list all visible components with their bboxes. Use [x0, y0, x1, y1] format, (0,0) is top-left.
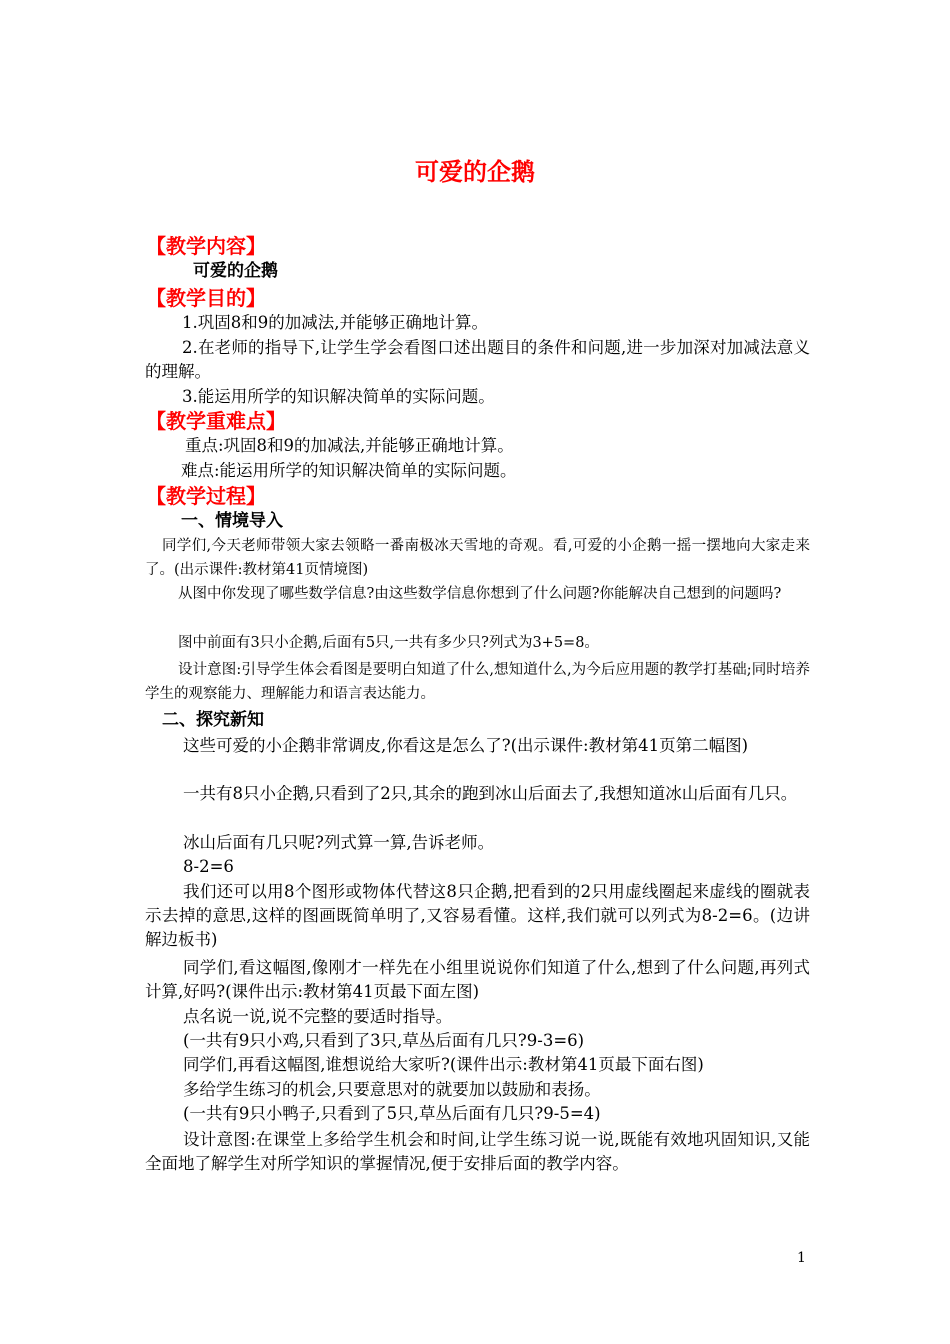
- part2-paragraph-11: (一共有9只小鸭子,只看到了5只,草丛后面有几只?9-5=4): [183, 1104, 601, 1123]
- part1-paragraph-4: 设计意图:引导学生体会看图是要明白知道了什么,想知道什么,为今后应用题的教学打基础;同时培养学生的观察能力、理解能力和语言表达能力。: [145, 662, 810, 702]
- key-difficulty: 难点:能运用所学的知识解决简单的实际问题。: [181, 461, 517, 480]
- part2-title: 二、探究新知: [162, 710, 264, 730]
- part2-paragraph-12: 设计意图:在课堂上多给学生机会和时间,让学生练习说一说,既能有效地巩固知识,又能全面地了解学生对所学知识的掌握情况,便于安排后面的教学内容。: [145, 1130, 810, 1173]
- heading-teaching-goals: 【教学目的】: [146, 286, 266, 310]
- part2-paragraph-8: (一共有9只小鸡,只看到了3只,草丛后面有几只?9-3=6): [183, 1031, 585, 1050]
- part2-paragraph-5: 我们还可以用8个图形或物体代替这8只企鹅,把看到的2只用虚线圈起来虚线的圈就表示去掉的意思,这样的图画既简单明了,又容易看懂。这样,我们就可以列式为8-2=6。(边讲解边板书): [145, 882, 810, 949]
- key-focus: 重点:巩固8和9的加减法,并能够正确地计算。: [185, 436, 514, 455]
- teaching-content-text: 可爱的企鹅: [193, 261, 278, 281]
- page-title: 可爱的企鹅: [415, 158, 535, 186]
- part2-paragraph-10: 多给学生练习的机会,只要意思对的就要加以鼓励和表扬。: [183, 1080, 601, 1099]
- part2-equation: 8-2=6: [183, 857, 234, 876]
- part2-paragraph-2: 一共有8只小企鹅,只看到了2只,其余的跑到冰山后面去了,我想知道冰山后面有几只。: [183, 784, 798, 803]
- part2-paragraph-9: 同学们,再看这幅图,谁想说给大家听?(课件出示:教材第41页最下面右图): [183, 1055, 704, 1074]
- part2-paragraph-1: 这些可爱的小企鹅非常调皮,你看这是怎么了?(出示课件:教材第41页第二幅图): [183, 736, 749, 755]
- part1-paragraph-3: 图中前面有3只小企鹅,后面有5只,一共有多少只?列式为3+5=8。: [178, 635, 599, 651]
- part2-paragraph-6: 同学们,看这幅图,像刚才一样先在小组里说说你们知道了什么,想到了什么问题,再列式计算,好吗?(课件出示:教材第41页最下面左图): [145, 958, 810, 1001]
- heading-key-points: 【教学重难点】: [146, 409, 286, 433]
- part1-paragraph-1: 同学们,今天老师带领大家去领略一番南极冰天雪地的奇观。看,可爱的小企鹅一摇一摆地向大家走来了。(出示课件:教材第41页情境图): [145, 538, 810, 578]
- part1-title: 一、情境导入: [181, 511, 283, 531]
- part1-paragraph-2: 从图中你发现了哪些数学信息?由这些数学信息你想到了什么问题?你能解决自己想到的问题吗?: [178, 586, 782, 602]
- heading-teaching-process: 【教学过程】: [146, 484, 266, 508]
- goal-item-2: 2.在老师的指导下,让学生学会看图口述出题目的条件和问题,进一步加深对加减法意义的理解。: [145, 338, 810, 381]
- page-number: 1: [797, 1250, 806, 1266]
- part2-paragraph-7: 点名说一说,说不完整的要适时指导。: [183, 1007, 453, 1026]
- heading-teaching-content: 【教学内容】: [146, 234, 266, 258]
- goal-item-3: 3.能运用所学的知识解决简单的实际问题。: [182, 387, 495, 406]
- goal-item-1: 1.巩固8和9的加减法,并能够正确地计算。: [182, 313, 488, 332]
- part2-paragraph-3: 冰山后面有几只呢?列式算一算,告诉老师。: [183, 833, 495, 852]
